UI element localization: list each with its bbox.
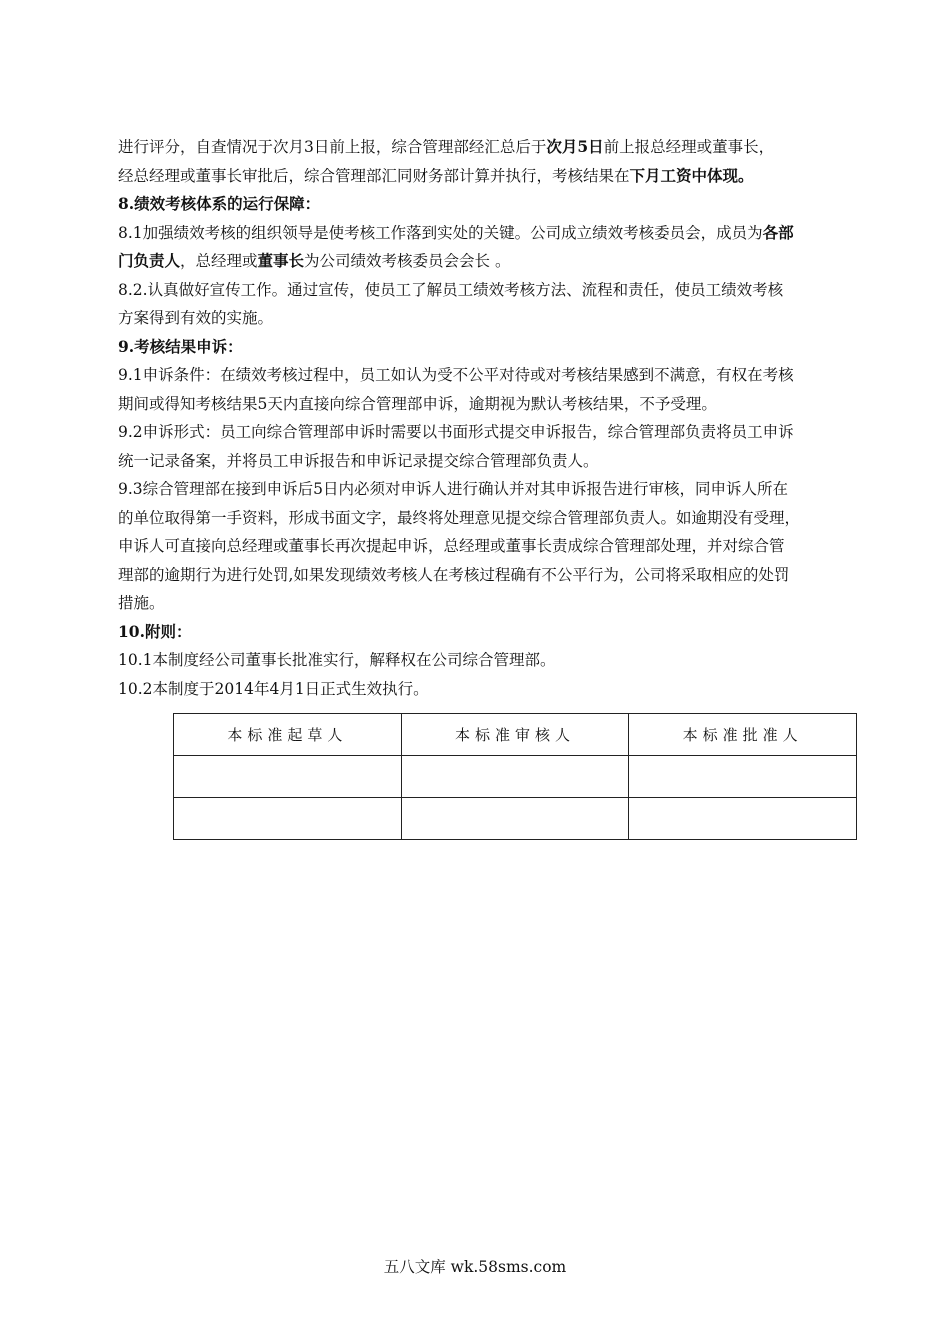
paragraph-line: 期间或得知考核结果5天内直接向综合管理部申诉，逾期视为默认考核结果，不予受理。 xyxy=(118,394,717,413)
table-cell xyxy=(174,756,402,798)
header-drafter: 本标准起草人 xyxy=(174,714,402,756)
emphasis: 次月5日 xyxy=(546,137,604,156)
table-cell xyxy=(401,798,629,840)
paragraph-line: 9.1申诉条件：在绩效考核过程中，员工如认为受不公平对待或对考核结果感到不满意，有权在考核 xyxy=(118,366,794,384)
page-footer: 五八文库 wk.58sms.com xyxy=(383,1258,567,1276)
table-row xyxy=(174,798,857,840)
header-reviewer: 本标准审核人 xyxy=(401,714,629,756)
header-approver: 本标准批准人 xyxy=(629,714,857,756)
emphasis: 董事长 xyxy=(257,251,305,270)
section-heading-9: 9.考核结果申诉： xyxy=(118,336,243,356)
paragraph-line: 10.2本制度于2014年4月1日正式生效执行。 xyxy=(118,679,429,698)
table-cell xyxy=(629,798,857,840)
table-cell xyxy=(174,798,402,840)
table-cell xyxy=(401,756,629,798)
paragraph-line: 10.1本制度经公司董事长批准实行，解释权在公司综合管理部。 xyxy=(118,651,556,669)
table-header-row xyxy=(174,714,857,756)
emphasis: 各部 xyxy=(762,222,794,242)
paragraph-line: 经总经理或董事长审批后，综合管理部汇同财务部计算并执行，考核结果在下月工资中体现。 xyxy=(118,165,754,185)
paragraph-line: 门负责人，总经理或董事长为公司绩效考核委员会会长 。 xyxy=(118,251,511,270)
paragraph-line: 方案得到有效的实施。 xyxy=(118,309,274,327)
paragraph-line: 的单位取得第一手资料，形成书面文字，最终将处理意见提交综合管理部负责人。如逾期没有受理， xyxy=(118,508,801,527)
signature-table xyxy=(173,713,857,840)
paragraph-line: 进行评分，自查情况于次月3日前上报，综合管理部经汇总后于次月5日前上报总经理或董事长， xyxy=(118,137,775,156)
document-body xyxy=(118,133,858,703)
paragraph-line: 9.3综合管理部在接到申诉后5日内必须对申诉人进行确认并对其申诉报告进行审核，同申诉人所在 xyxy=(118,480,789,498)
paragraph-line: 措施。 xyxy=(118,594,165,612)
table-row xyxy=(174,756,857,798)
paragraph-line: 8.1加强绩效考核的组织领导是使考核工作落到实处的关键。公司成立绩效考核委员会，成员为各部 xyxy=(118,222,794,242)
emphasis: 门负责人 xyxy=(118,251,181,270)
paragraph-line: 9.2申诉形式：员工向综合管理部申诉时需要以书面形式提交申诉报告，综合管理部负责将员工申诉 xyxy=(118,423,794,441)
paragraph-line: 申诉人可直接向总经理或董事长再次提起申诉，总经理或董事长责成综合管理部处理，并对综合管 xyxy=(118,537,785,555)
table-cell xyxy=(629,756,857,798)
paragraph-line: 理部的逾期行为进行处罚,如果发现绩效考核人在考核过程确有不公平行为，公司将采取相应的处罚 xyxy=(118,565,790,584)
emphasis: 下月工资中体现。 xyxy=(629,165,754,185)
paragraph-line: 统一记录备案，并将员工申诉报告和申诉记录提交综合管理部负责人。 xyxy=(118,451,599,470)
section-heading-8: 8.绩效考核体系的运行保障： xyxy=(118,194,321,213)
paragraph-line: 8.2.认真做好宣传工作。通过宣传，使员工了解员工绩效考核方法、流程和责任，使员工绩效考核 xyxy=(118,280,784,299)
section-heading-10: 10.附则： xyxy=(118,621,192,641)
